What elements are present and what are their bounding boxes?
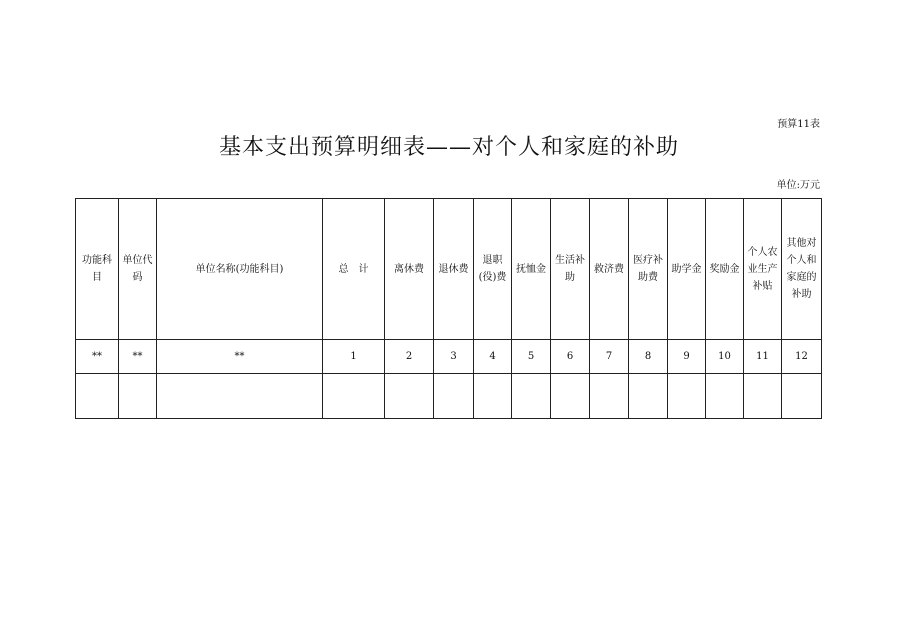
column-header — [551, 199, 590, 340]
column-header — [782, 199, 822, 340]
column-header — [119, 199, 157, 340]
column-header-line: 家庭的 — [786, 272, 817, 283]
column-header-line: 离休费 — [394, 263, 424, 275]
column-header — [323, 199, 385, 340]
column-header-line: 补贴 — [752, 280, 773, 292]
column-header-line: 助 — [565, 272, 575, 283]
empty-cell — [119, 374, 157, 419]
column-header — [76, 199, 119, 340]
column-header — [474, 199, 512, 340]
column-header-line: 助费 — [638, 272, 658, 283]
column-header — [385, 199, 434, 340]
column-header-line: 救济费 — [594, 263, 624, 275]
page-title: 基本支出预算明细表——对个人和家庭的补助 — [218, 135, 679, 160]
column-index-cell: 11 — [744, 340, 782, 374]
column-header-line: 单位名称(功能科目) — [195, 263, 284, 275]
form-number: 预算11表 — [777, 119, 820, 130]
empty-cell — [629, 374, 668, 419]
column-index-cell: 6 — [551, 340, 590, 374]
column-header-line: 功能科 — [82, 255, 112, 266]
budget-table — [75, 198, 822, 419]
column-index-cell: 8 — [629, 340, 668, 374]
column-header-line: 目 — [92, 272, 102, 283]
empty-cell — [706, 374, 744, 419]
column-header-line: 业生产 — [747, 263, 778, 275]
empty-cell — [782, 374, 822, 419]
column-index-cell: 9 — [668, 340, 706, 374]
column-index-cell: 7 — [590, 340, 629, 374]
column-header — [512, 199, 551, 340]
empty-cell — [512, 374, 551, 419]
column-index-cell: 1 — [323, 340, 385, 374]
column-index-cell: 12 — [782, 340, 822, 374]
empty-cell — [474, 374, 512, 419]
index-row — [76, 340, 822, 374]
empty-cell — [590, 374, 629, 419]
empty-cell — [668, 374, 706, 419]
column-header — [590, 199, 629, 340]
column-header — [629, 199, 668, 340]
column-header-line: 总 计 — [338, 263, 369, 275]
column-header-line: 个人农 — [747, 246, 778, 258]
column-header — [434, 199, 474, 340]
column-header-line: 医疗补 — [633, 255, 663, 266]
empty-cell — [76, 374, 119, 419]
column-header-line: 退休费 — [438, 263, 469, 275]
column-header-line: (役)费 — [478, 272, 507, 283]
table-row — [76, 374, 822, 419]
empty-cell — [434, 374, 474, 419]
column-index-cell: 10 — [706, 340, 744, 374]
column-header-line: 单位代 — [122, 255, 153, 266]
column-header-line: 抚恤金 — [516, 263, 546, 275]
column-index-cell: 2 — [385, 340, 434, 374]
column-header — [706, 199, 744, 340]
column-header-line: 奖励金 — [709, 263, 740, 275]
unit-label: 单位:万元 — [776, 180, 820, 191]
column-header-line: 码 — [132, 272, 143, 283]
empty-cell — [385, 374, 434, 419]
empty-cell — [744, 374, 782, 419]
empty-cell — [323, 374, 385, 419]
column-header — [157, 199, 323, 340]
empty-cell — [551, 374, 590, 419]
column-header-line: 其他对 — [786, 238, 817, 249]
column-header-line: 生活补 — [555, 255, 585, 266]
column-header-line: 助学金 — [671, 263, 702, 275]
column-header — [668, 199, 706, 340]
column-index-cell: 4 — [474, 340, 512, 374]
column-header-line: 退职 — [482, 255, 503, 266]
column-index-cell: ** — [119, 340, 157, 374]
header-row — [76, 199, 822, 340]
column-index-cell: ** — [157, 340, 323, 374]
column-index-cell: 3 — [434, 340, 474, 374]
column-header-line: 个人和 — [786, 255, 817, 266]
empty-cell — [157, 374, 323, 419]
column-header-line: 补助 — [791, 289, 812, 300]
column-index-cell: ** — [76, 340, 119, 374]
column-index-cell: 5 — [512, 340, 551, 374]
column-header — [744, 199, 782, 340]
